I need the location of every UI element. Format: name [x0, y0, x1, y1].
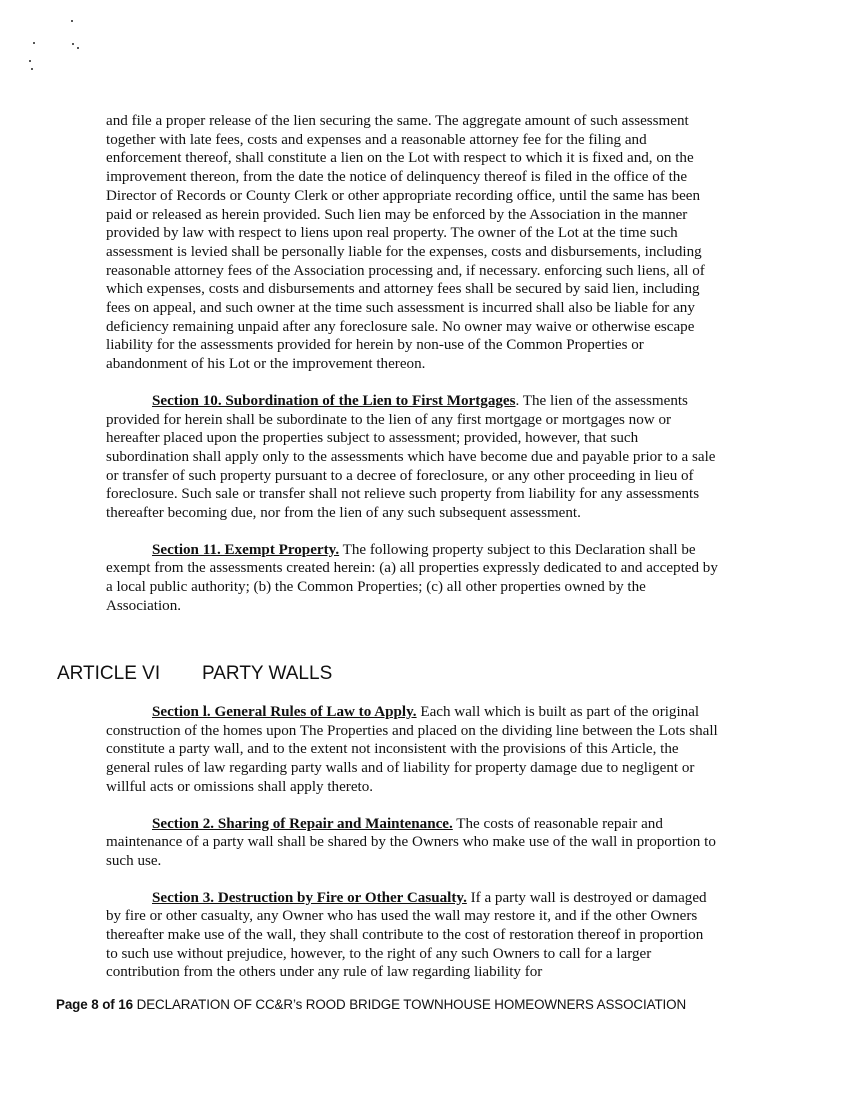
section-2-heading: Section 2. Sharing of Repair and Maintenance.: [152, 815, 453, 832]
section-1-paragraph: [106, 703, 718, 797]
section-10-heading: Section 10. Subordination of the Lien to First Mortgages: [152, 392, 516, 409]
scan-speck: [29, 60, 31, 62]
scan-speck: [77, 47, 79, 49]
section-2-body: The costs of reasonable repair and maintenance of a party wall shall be shared by the Owners who make use of the wall in proportion to such use.: [106, 815, 716, 869]
document-body-article: [106, 703, 718, 1000]
scan-speck: [71, 20, 73, 22]
footer-page-current: 8: [91, 997, 99, 1012]
continuation-paragraph: and file a proper release of the lien securing the same. The aggregate amount of such assessment together with late fees, costs and expenses and a reasonable attorney fee for the filing and enforcement thereof, shall constitute a lien on the Lot with respect to which it is fixed and, on the improvement thereon, from the date the notice of delinquency thereof is filed in the office of the Director of Records or County Clerk or other appropriate recording office, until the same has been paid or released as herein provided. Such lien may be enforced by the Association in the manner provided by law with respect to liens upon real property. The owner of the Lot at the time such assessment is levied shall be personally liable for the expenses, costs and disbursements, including reasonable attorney fees of the Association processing and, if necessary. enforcing such liens, all of which expenses, costs and disbursements and attorney fees shall be secured by said lien, including fees on appeal, and such owner at the time such assessment is incurred shall also be liable for any deficiency remaining unpaid after any foreclosure sale. No owner may waive or otherwise escape liability for the assessments provided for herein by non-use of the Common Properties or abandonment of his Lot or the improvement thereon.: [106, 113, 705, 373]
section-1-body: Each wall which is built as part of the original construction of the homes upon The Properties and placed on the dividing line between the Lots shall constitute a party wall, and to the extent not inconsistent with the provisions of this Article, the general rules of law regarding party walls and of liability for property damage due to negligent or willful acts or omissions shall apply thereto.: [106, 704, 718, 795]
section-10-heading-period: .: [515, 392, 520, 409]
section-10-paragraph: [106, 392, 718, 523]
section-10-body: The lien of the assessments provided for herein shall be subordinate to the lien of any first mortgage or mortgages now or hereafter placed upon the properties subject to assessment; provided, however, that such subordination shall apply only to the assessments which have become due and payable prior to a sale or transfer of such property pursuant to a decree of foreclosure, or any other proceeding in lieu of foreclosure. Such sale or transfer shall not relieve such property from liability for any assessments thereafter becoming due, nor from the lien of any such subsequent assessment.: [106, 392, 716, 522]
section-11-paragraph: [106, 541, 718, 616]
section-3-body: If a party wall is destroyed or damaged by fire or other casualty, any Owner who has used the wall may restore it, and if the other Owners thereafter make use of the wall, they shall contribute to the cost of restoration thereof in proportion to such use without prejudice, however, to the right of any such Owners to call for a larger contribution from the others under any rule of law regarding liability for: [106, 889, 707, 981]
footer-title: DECLARATION OF CC&R’s ROOD BRIDGE TOWNHOUSE HOMEOWNERS ASSOCIATION: [136, 997, 687, 1012]
section-3-paragraph: [106, 889, 718, 983]
footer-page-of: of: [102, 997, 115, 1012]
footer-page-total: 16: [118, 997, 133, 1012]
section-1-heading: Section l. General Rules of Law to Apply.: [152, 704, 417, 720]
article-title: PARTY WALLS: [202, 663, 333, 684]
article-number: ARTICLE VI: [57, 663, 161, 684]
scan-speck: [72, 43, 74, 45]
scan-speck: [33, 42, 35, 44]
document-body-top: [106, 112, 718, 634]
footer-page-word: Page: [56, 997, 88, 1012]
section-2-paragraph: [106, 815, 718, 871]
section-11-body: The following property subject to this Declaration shall be exempt from the assessments created herein: (a) all properties expressly dedicated to and accepted by a local public authority; (b) the Common Properties; (c) all other properties owned by the Association.: [106, 541, 718, 614]
section-11-heading: Section 11. Exempt Property.: [152, 541, 340, 558]
scan-speck: [31, 68, 33, 70]
page-footer: [56, 997, 686, 1012]
article-heading: [57, 662, 332, 686]
section-3-heading: Section 3. Destruction by Fire or Other Casualty.: [152, 889, 467, 906]
